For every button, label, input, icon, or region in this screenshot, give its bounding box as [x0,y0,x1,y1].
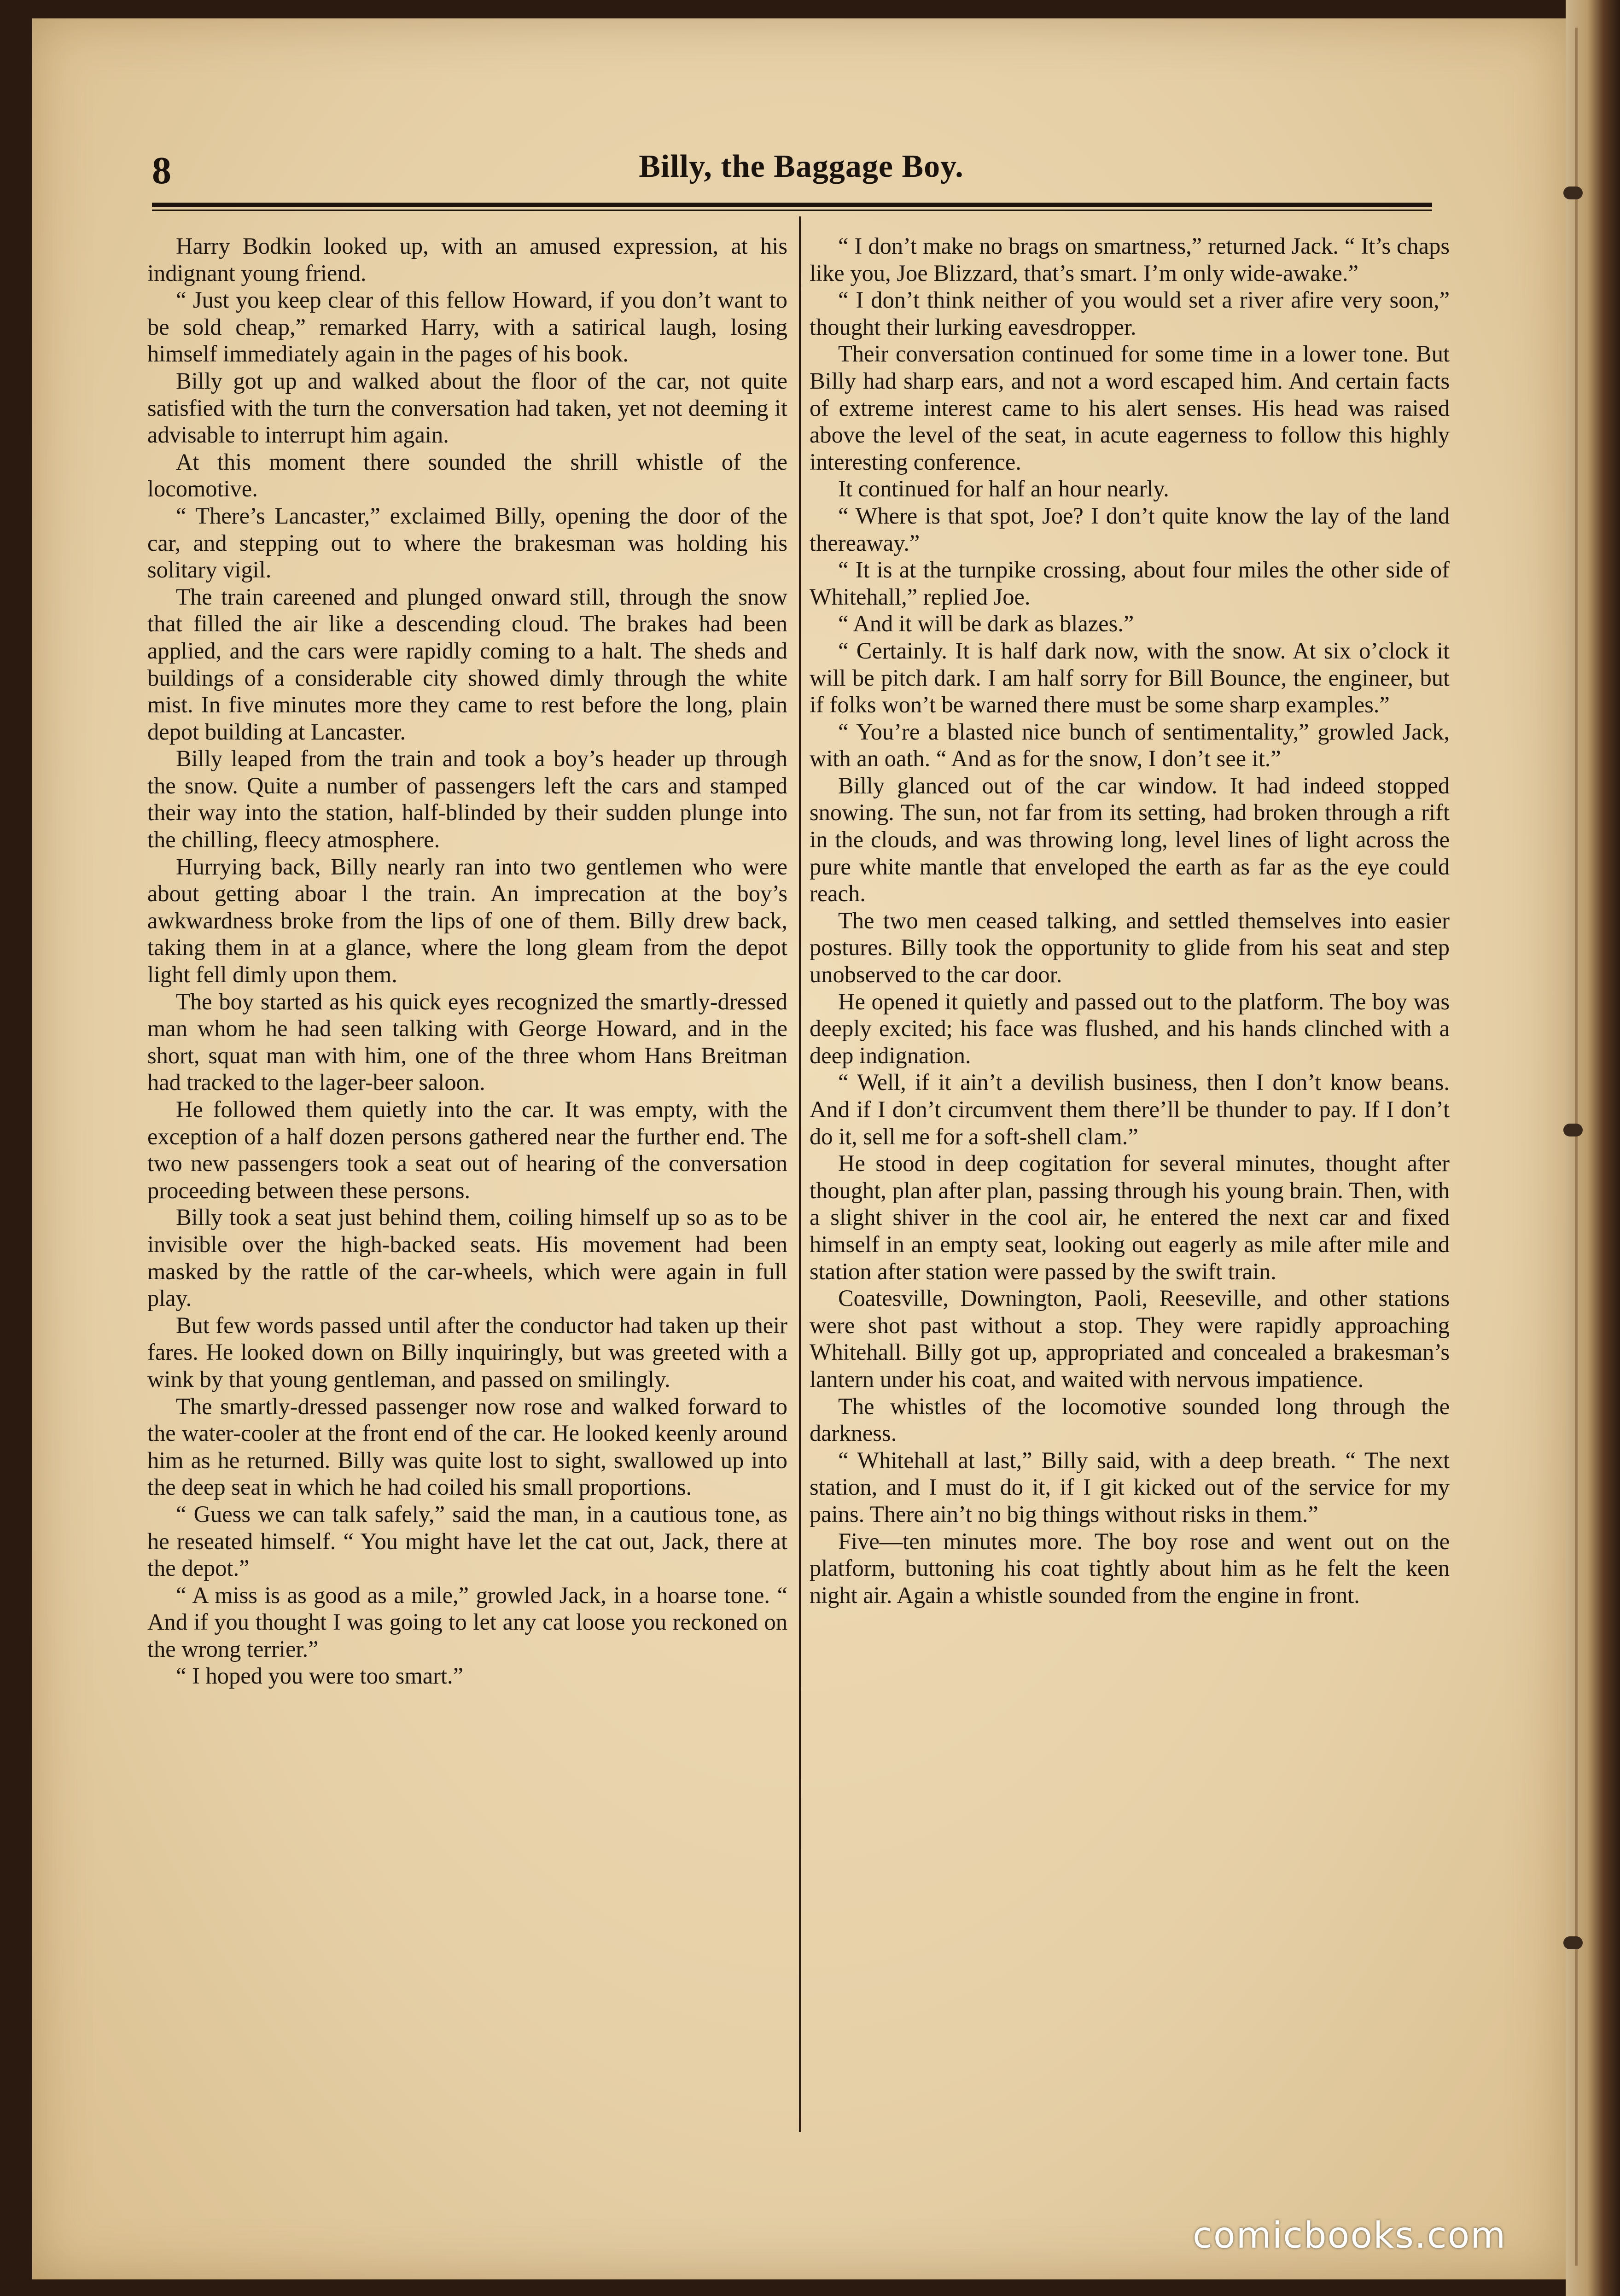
paragraph: Harry Bodkin looked up, with an amused expression, at his indignant young friend. [147,233,787,286]
paragraph: “ I don’t make no brags on smartness,” returned Jack. “ It’s chaps like you, Joe Blizzard, that’s smart. I’m only wide-awake.” [810,233,1450,286]
staple-middle [1563,1124,1583,1136]
paragraph: The train careened and plunged onward still, through the snow that filled the air like a descending cloud. The brakes had been applied, and the cars were rapidly coming to a halt. The sheds and buildings of a considerable city showed dimly through the white mist. In five minutes more they came to rest before the long, plain depot building at Lancaster. [147,583,787,745]
paragraph: Billy took a seat just behind them, coiling himself up so as to be invisible over the high-backed seats. His movement had been masked by the rattle of the car-wheels, which were again in full play. [147,1204,787,1311]
left-column [147,233,787,1690]
paragraph: Their conversation continued for some time in a lower tone. But Billy had sharp ears, and not a word escaped him. And certain facts of extreme interest came to his alert senses. His head was raised above the level of the seat, in acute eagerness to follow this highly interesting conference. [810,341,1450,475]
paragraph: Billy glanced out of the car window. It had indeed stopped snowing. The sun, not far from its setting, had broken through a rift in the clouds, and was throwing long, level lines of light across the pure white mantle that enveloped the earth as far as the eye could reach. [810,772,1450,907]
paragraph: “ And it will be dark as blazes.” [838,611,1134,637]
page-header [152,148,1451,204]
paragraph: Five—ten minutes more. The boy rose and went out on the platform, buttoning his coat tightly about him as he felt the keen night air. Again a whistle sounded from the engine in front. [810,1528,1450,1608]
paragraph: But few words passed until after the conductor had taken up their fares. He looked down on Billy inquiringly, but was greeted with a wink by that young gentleman, and passed on smilingly. [147,1312,787,1392]
paragraph: “ Just you keep clear of this fellow Howard, if you don’t want to be sold cheap,” remarked Harry, with a satirical laugh, losing himself immediately again in the pages of his book. [147,287,787,367]
paragraph: “ Well, if it ain’t a devilish business, then I don’t know beans. And if I don’t circumvent them there’ll be thunder to pay. If I don’t do it, sell me for a soft-shell clam.” [810,1069,1450,1149]
book-binding [1566,0,1620,2296]
paragraph: “ There’s Lancaster,” exclaimed Billy, opening the door of the car, and stepping out to where the brakesman was holding his solitary vigil. [147,502,787,583]
staple-bottom [1563,1936,1583,1949]
paragraph: The boy started as his quick eyes recognized the smartly-dressed man whom he had seen talking with George Howard, and in the short, squat man with him, one of the three whom Hans Breitman had tracked to the lager-beer saloon. [147,988,787,1096]
paragraph: “ It is at the turnpike crossing, about four miles the other side of Whitehall,” replied Joe. [810,557,1450,610]
paragraph: “ I hoped you were too smart.” [176,1663,464,1689]
column-divider [799,216,801,2132]
right-column [810,233,1450,1608]
header-rule-thin [152,210,1432,211]
staple-top [1563,186,1583,199]
paragraph: “ I don’t think neither of you would set a river afire very soon,” thought their lurking eavesdropper. [810,287,1450,340]
paragraph: At this moment there sounded the shrill whistle of the locomotive. [147,449,787,502]
binding-edge [1575,28,1578,2266]
paragraph: The smartly-dressed passenger now rose and walked forward to the water-cooler at the front end of the car. He looked keenly around him as he returned. Billy was quite lost to sight, swallowed up into the deep seat in which he had coiled his small proportions. [147,1393,787,1500]
paragraph: “ Certainly. It is half dark now, with the snow. At six o’clock it will be pitch dark. I am half sorry for Bill Bounce, the engineer, but if folks won’t be warned there must be some sharp examples.” [810,637,1450,718]
paragraph: “ Where is that spot, Joe? I don’t quite know the lay of the land thereaway.” [810,502,1450,556]
paragraph: He followed them quietly into the car. It was empty, with the exception of a half dozen persons gathered near the further end. The two new passengers took a seat out of hearing of the conversation proceeding between these persons. [147,1096,787,1203]
paragraph: Coatesville, Downington, Paoli, Reeseville, and other stations were shot past without a stop. They were rapidly approaching Whitehall. Billy got up, appropriated and concealed a brakesman’s lantern under his coat, and waited with nervous impatience. [810,1285,1450,1392]
paragraph: He stood in deep cogitation for several minutes, thought after thought, plan after plan, passing through his young brain. Then, with a slight shiver in the cool air, he entered the next car and fixed himself in an empty seat, looking out eagerly as mile after mile and station after station were passed by the swift train. [810,1150,1450,1284]
paragraph: Billy got up and walked about the floor of the car, not quite satisfied with the turn the conversation had taken, yet not deeming it advisable to interrupt him again. [147,367,787,448]
page-number: 8 [152,149,171,192]
paragraph: “ A miss is as good as a mile,” growled Jack, in a hoarse tone. “ And if you thought I was going to let any cat loose you reckoned on the wrong terrier.” [147,1582,787,1662]
paragraph: It continued for half an hour nearly. [838,476,1169,502]
paragraph: The two men ceased talking, and settled themselves into easier postures. Billy took the opportunity to glide from his seat and step unobserved to the car door. [810,907,1450,988]
paragraph: The whistles of the locomotive sounded long through the darkness. [810,1393,1450,1446]
header-rule [152,203,1432,207]
paragraph: Hurrying back, Billy nearly ran into two gentlemen who were about getting aboar l the train. An imprecation at the boy’s awkwardness broke from the lips of one of them. Billy drew back, taking them in at a glance, where the long gleam from the depot light fell dimly upon them. [147,853,787,988]
paragraph: “ You’re a blasted nice bunch of sentimentality,” growled Jack, with an oath. “ And as for the snow, I don’t see it.” [810,718,1450,772]
paragraph: He opened it quietly and passed out to the platform. The boy was deeply excited; his face was flushed, and his hands clinched with a deep indignation. [810,988,1450,1068]
paragraph: “ Guess we can talk safely,” said the man, in a cautious tone, as he reseated himself. “ You might have let the cat out, Jack, there at the depot.” [147,1501,787,1581]
running-title: Billy, the Baggage Boy. [639,149,964,184]
site-watermark: comicbooks.com [1193,2215,1507,2256]
paragraph: “ Whitehall at last,” Billy said, with a deep breath. “ The next station, and I must do it, if I git kicked out of the service for my pains. There ain’t no big things without risks in them.” [810,1447,1450,1527]
paragraph: Billy leaped from the train and took a boy’s header up through the snow. Quite a number of passengers left the cars and stamped their way into the station, half-blinded by their sudden plunge into the chilling, fleecy atmosphere. [147,746,787,853]
